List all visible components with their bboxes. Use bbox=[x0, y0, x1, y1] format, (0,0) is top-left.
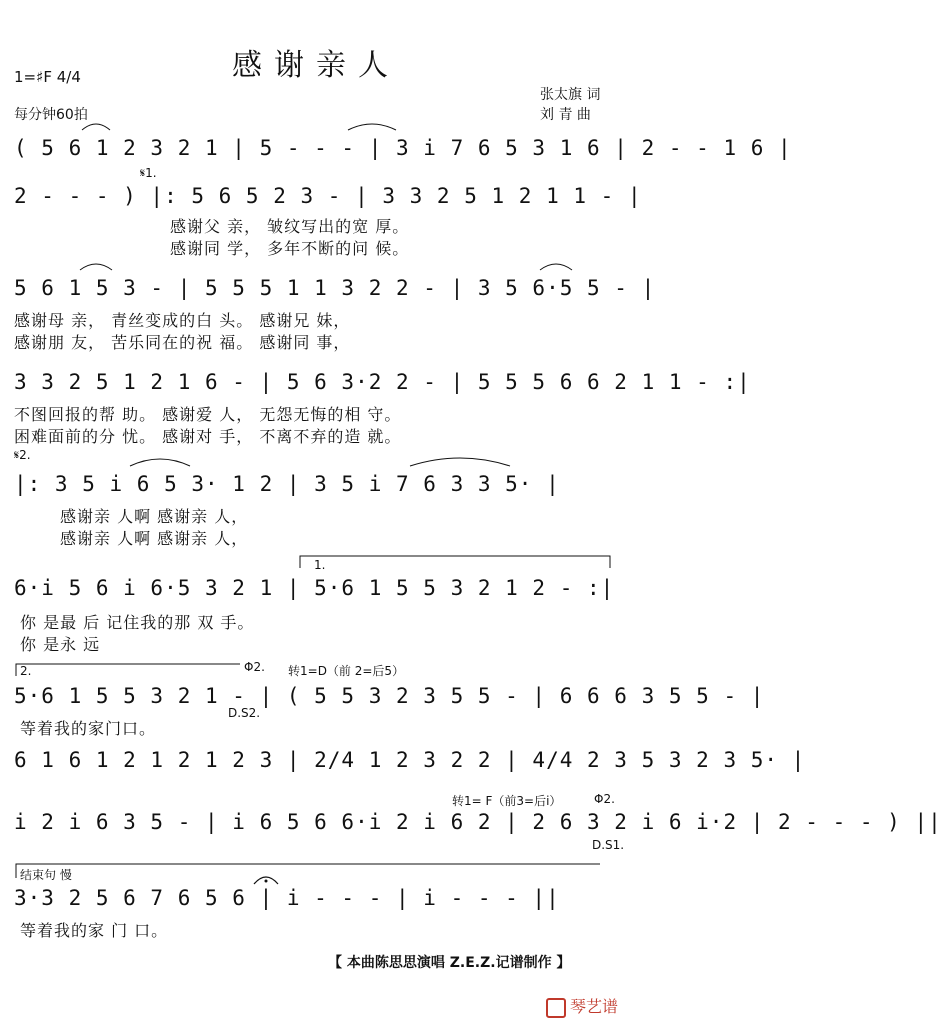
volta-2-bracket bbox=[16, 664, 240, 676]
fermata-dot bbox=[265, 880, 268, 883]
lyric-line: 感谢朋 友， 苦乐同在的祝 福。 感谢同 事， bbox=[14, 333, 351, 352]
logo-text: 琴艺谱 bbox=[570, 997, 619, 1016]
lyric-line: 感谢同 学， 多年不断的问 候。 bbox=[170, 239, 410, 258]
lyric-line: 等着我的家门口。 bbox=[20, 719, 157, 738]
segno-mark: 𝄋1. bbox=[140, 166, 157, 180]
lyric-line: 等着我的家 门 口。 bbox=[20, 921, 169, 940]
tempo-marking: 每分钟60拍 bbox=[14, 107, 88, 123]
lyric-line: 你 是永 远 bbox=[20, 635, 101, 654]
ending-bracket bbox=[16, 864, 600, 878]
music-line: 5·6 1 5 5 3 2 1 - | ( 5 5 3 2 3 5 5 - | 6 6 6 3 5 5 - | bbox=[14, 684, 765, 708]
slur bbox=[410, 458, 510, 466]
slur bbox=[80, 264, 112, 270]
segno-mark: 𝄋2. bbox=[14, 448, 31, 462]
lyric-line: 感谢亲 人啊 感谢亲 人， bbox=[60, 507, 249, 526]
ds-mark: D.S1. bbox=[592, 838, 625, 852]
volta-1-bracket bbox=[300, 556, 610, 568]
lyric-line: 困难面前的分 忧。 感谢对 手， 不离不弃的造 就。 bbox=[14, 427, 402, 446]
music-line: 2 - - - ) |: 5 6 5 2 3 - | 3 3 2 5 1 2 1 1 - | bbox=[14, 184, 642, 208]
slur bbox=[540, 264, 572, 270]
slur bbox=[130, 459, 190, 466]
lyric-line: 感谢亲 人啊 感谢亲 人， bbox=[60, 529, 249, 548]
composer-credit: 刘 青 曲 bbox=[540, 107, 591, 123]
music-line: i 2 i 6 3 5 - | i 6 5 6 6·i 2 i 6 2 | 2 6 3 2 i 6 i·2 | 2 - - - ) || bbox=[14, 810, 942, 834]
volta-1: 1. bbox=[314, 558, 326, 572]
lyric-line: 不图回报的帮 助。 感谢爱 人， 无怨无悔的相 守。 bbox=[14, 405, 402, 424]
footer-credit: 【 本曲陈思思演唱 Z.E.Z.记谱制作 】 bbox=[328, 955, 571, 971]
modulation-note: 转1= F（前3=后i） bbox=[452, 794, 562, 808]
coda-mark: Φ2. bbox=[244, 660, 265, 674]
ending-note: 结束句 慢 bbox=[20, 868, 72, 882]
volta-2: 2. bbox=[20, 664, 32, 678]
lyric-line: 感谢母 亲， 青丝变成的白 头。 感谢兄 妹， bbox=[14, 311, 351, 330]
music-line: 6 1 6 1 2 1 2 1 2 3 | 2/4 1 2 3 2 2 | 4/4 2 3 5 3 2 3 5· | bbox=[14, 748, 806, 772]
music-line: ( 5 6 1 2 3 2 1 | 5 - - - | 3 i 7 6 5 3 1 6 | 2 - - 1 6 | bbox=[14, 136, 792, 160]
music-line: 3·3 2 5 6 7 6 5 6 | i - - - | i - - - || bbox=[14, 886, 560, 910]
key-signature: 1=♯F 4/4 bbox=[14, 68, 81, 86]
page-title: 感谢亲人 bbox=[232, 48, 400, 83]
music-line: 6·i 5 6 i 6·5 3 2 1 | 5·6 1 5 5 3 2 1 2 - :| bbox=[14, 576, 615, 600]
coda-mark: Φ2. bbox=[594, 792, 615, 806]
slur bbox=[82, 124, 110, 130]
music-line: |: 3 5 i 6 5 3· 1 2 | 3 5 i 7 6 3 3 5· | bbox=[14, 472, 560, 496]
lyric-line: 感谢父 亲， 皱纹写出的宽 厚。 bbox=[170, 217, 410, 236]
modulation-note: 转1=D（前 2=后5） bbox=[288, 664, 405, 678]
lyricist-credit: 张太旗 词 bbox=[540, 87, 601, 103]
music-line: 5 6 1 5 3 - | 5 5 5 1 1 3 2 2 - | 3 5 6·5 5 - | bbox=[14, 276, 656, 300]
ds-mark: D.S2. bbox=[228, 706, 261, 720]
slur bbox=[348, 124, 396, 130]
music-line: 3 3 2 5 1 2 1 6 - | 5 6 3·2 2 - | 5 5 5 6 6 2 1 1 - :| bbox=[14, 370, 751, 394]
lyric-line: 你 是最 后 记住我的那 双 手。 bbox=[20, 613, 255, 632]
